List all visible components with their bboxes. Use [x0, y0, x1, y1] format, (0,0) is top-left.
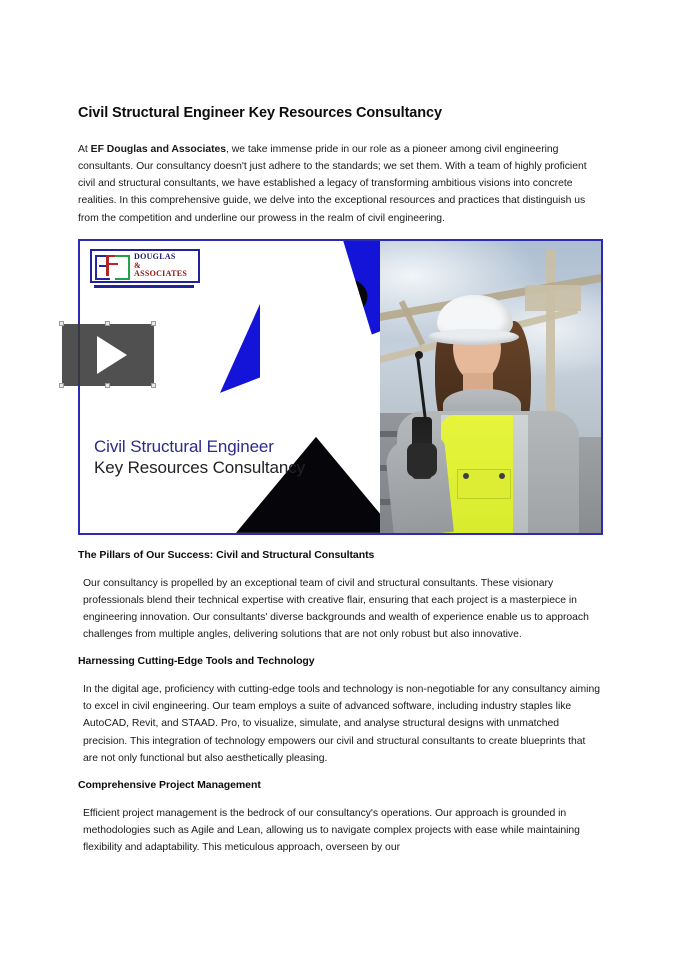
logo-line-2: & ASSOCIATES [134, 260, 188, 279]
intro-lead: At [78, 143, 91, 155]
selection-handle-top-center[interactable] [105, 321, 110, 326]
brand-logo [90, 249, 200, 283]
vest-strip-right [513, 415, 528, 533]
section-body-pillars: Our consultancy is propelled by an exceptional team of civil and structural consultants. These visionary professionals blend their technical expertise with creative flair, ensuring that each project is a masterpiece in engineering innovation. Our consultants' diverse backgrounds and wealth of experience enable us to approach challenges from multiple angles, delivering solutions that are not only robust but also innovative. [83, 577, 589, 641]
video-frame [78, 239, 603, 535]
pocket-button-left [463, 473, 469, 479]
section-heading-tools: Harnessing Cutting-Edge Tools and Technology [78, 655, 315, 668]
play-button[interactable] [62, 324, 154, 386]
company-name: EF Douglas and Associates [90, 143, 227, 155]
logo-wordmark [134, 253, 195, 278]
video-title-line-1: Civil Structural Engineer [94, 436, 274, 456]
section-heading-project-management: Comprehensive Project Management [78, 778, 261, 791]
selection-handle-top-left[interactable] [59, 321, 64, 326]
logo-line-1: DOUGLAS [134, 252, 176, 262]
intro-paragraph [78, 141, 603, 227]
document-content [78, 104, 603, 868]
ef-monogram-icon [95, 254, 129, 278]
section-body-tools: In the digital age, proficiency with cutting-edge tools and technology is non-negotiable for any consultancy aiming to excel in civil engineering. Our team employs a suite of advanced software, including industry staples like AutoCAD, Revit, and STAAD. Pro, to visualize, simulate, and analyse structural designs with unmatched precision. This integration of technology empowers our civil and structural consultants to create blueprints that are not only functional but also aesthetically pleasing. [83, 683, 600, 764]
title-panel [80, 241, 380, 533]
intro-rest: , we take immense pride in our role as a pioneer among civil engineering consultants. Our consultancy doesn't just adhere to the standards; we set them. With a team of highly proficient civil and structural consultants, we have established a legacy of transforming ambitious visions into concrete realities. In this comprehensive guide, we delve into the exceptional resources and practices that distinguish us from the competition and underline our prowess in the realm of civil engineering. [78, 143, 587, 224]
hard-hat-brim [427, 329, 519, 345]
section-body-project-management: Efficient project management is the bedrock of our consultancy's operations. Our approach is grounded in methodologies such as Agile and Lean, allowing us to navigate complex projects with ease while maintaining flexibility and adaptability. This meticulous approach, overseen by our [83, 807, 580, 854]
play-icon [97, 336, 127, 374]
selection-handle-top-right[interactable] [151, 321, 156, 326]
page-title: Civil Structural Engineer Key Resources Consultancy [78, 105, 442, 121]
selection-handle-bottom-left[interactable] [59, 383, 64, 388]
video-thumbnail[interactable] [78, 239, 603, 535]
radio-antenna-tip [415, 351, 423, 359]
worker-figure [379, 293, 589, 533]
section-heading-pillars: The Pillars of Our Success: Civil and Structural Consultants [78, 548, 375, 561]
worker-hand [407, 443, 437, 477]
video-title-block [94, 437, 384, 478]
selection-handle-bottom-center[interactable] [105, 383, 110, 388]
video-title-line-2: Key Resources Consultancy [94, 457, 306, 477]
selection-handle-bottom-right[interactable] [151, 383, 156, 388]
pocket-button-right [499, 473, 505, 479]
logo-underline [94, 285, 194, 288]
logo-letter-d [115, 255, 130, 280]
